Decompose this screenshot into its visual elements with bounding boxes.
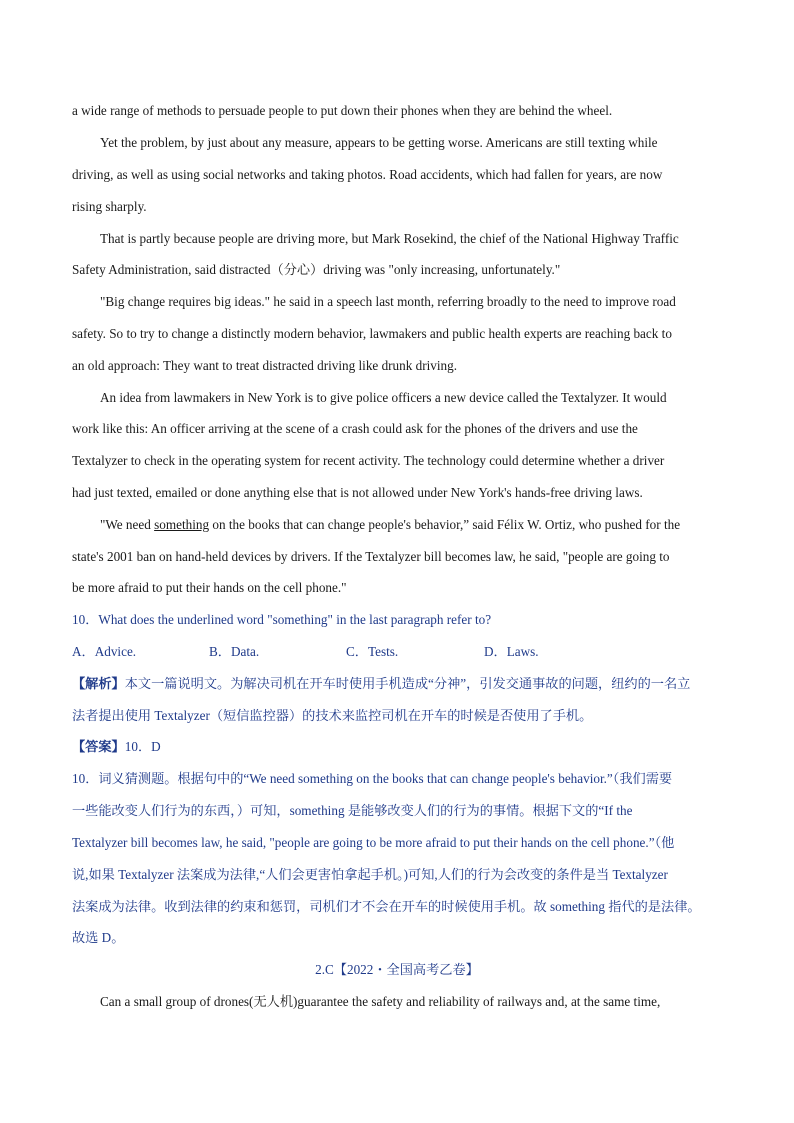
passage-line: "Big change requires big ideas." he said in a speech last month, referring broadly to the need to improve road bbox=[100, 294, 676, 309]
explanation-line: Textalyzer bill becomes law, he said, "people are going to be more afraid to put their hands on the cell phone.”（他 bbox=[72, 835, 675, 850]
passage-line bbox=[100, 516, 722, 534]
explanation-line: 一些能改变人们行为的东西，）可知，something 是能够改变人们的行为的事情。根据下文的“If the bbox=[72, 803, 633, 818]
passage-line: state's 2001 ban on hand-held devices by drivers. If the Textalyzer bill becomes law, he said, "people are going to bbox=[72, 549, 670, 564]
answer-value: 10．D bbox=[124, 739, 161, 754]
passage-line: had just texted, emailed or done anything else that is not allowed under New York's hands-free driving laws. bbox=[72, 485, 643, 500]
passage-line: driving, as well as using social networks and taking photos. Road accidents, which had fallen for years, are now bbox=[72, 167, 663, 182]
option-c: C．Tests. bbox=[346, 644, 399, 659]
passage-line: a wide range of methods to persuade people to put down their phones when they are behind the wheel. bbox=[72, 103, 613, 118]
explanation-line: 法案成为法律。收到法律的约束和惩罚，司机们才不会在开车的时候使用手机。故 something 指代的是法律。 bbox=[72, 899, 701, 914]
question-text: 10．What does the underlined word "something" in the last paragraph refer to? bbox=[72, 612, 492, 627]
option-a: A．Advice. bbox=[72, 644, 137, 659]
passage-line: work like this: An officer arriving at the scene of a crash could ask for the phones of the drivers and use the bbox=[72, 421, 638, 436]
passage-line: be more afraid to put their hands on the cell phone." bbox=[72, 580, 347, 595]
analysis-line bbox=[72, 675, 722, 693]
passage-text: "We need bbox=[100, 517, 155, 532]
passage-line: Yet the problem, by just about any measure, appears to be getting worse. Americans are still texting while bbox=[100, 135, 658, 150]
question-options bbox=[72, 643, 722, 661]
answer-line bbox=[72, 738, 722, 756]
passage-line: Can a small group of drones(无人机)guarantee the safety and reliability of railways and, at the same time, bbox=[100, 994, 661, 1009]
analysis-label: 【解析】 bbox=[72, 676, 125, 691]
option-d: D．Laws. bbox=[484, 644, 539, 659]
passage-line: safety. So to try to change a distinctly modern behavior, lawmakers and public health experts are reaching back to bbox=[72, 326, 672, 341]
underlined-word: something bbox=[154, 517, 210, 532]
explanation-line: 故选 D。 bbox=[72, 930, 125, 945]
passage-line: rising sharply. bbox=[72, 199, 147, 214]
passage-line: an old approach: They want to treat distracted driving like drunk driving. bbox=[72, 358, 458, 373]
option-b: B．Data. bbox=[209, 644, 260, 659]
passage-line: Safety Administration, said distracted（分心）driving was "only increasing, unfortunately." bbox=[72, 262, 561, 277]
passage-line: Textalyzer to check in the operating system for recent activity. The technology could determine whether a driver bbox=[72, 453, 665, 468]
analysis-text: 本文一篇说明文。为解决司机在开车时使用手机造成“分神”，引发交通事故的问题，纽约的一名立 bbox=[124, 676, 691, 691]
section-heading: 2.C【2022・全国高考乙卷】 bbox=[315, 962, 479, 977]
explanation-line: 10．词义猜测题。根据句中的“We need something on the books that can change people's behavior.”（我们需要 bbox=[72, 771, 673, 786]
passage-text: on the books that can change people's behavior,” said Félix W. Ortiz, who pushed for the bbox=[209, 517, 681, 532]
analysis-line: 法者提出使用 Textalyzer（短信监控器）的技术来监控司机在开车的时候是否使用了手机。 bbox=[72, 708, 593, 723]
explanation-line: 说,如果 Textalyzer 法案成为法律,“人们会更害怕拿起手机。)可知,人们的行为会改变的条件是当 Textalyzer bbox=[72, 867, 668, 882]
answer-label: 【答案】 bbox=[72, 739, 125, 754]
passage-line: That is partly because people are driving more, but Mark Rosekind, the chief of the National Highway Traffic bbox=[100, 231, 679, 246]
passage-line: An idea from lawmakers in New York is to give police officers a new device called the Textalyzer. It would bbox=[100, 390, 667, 405]
